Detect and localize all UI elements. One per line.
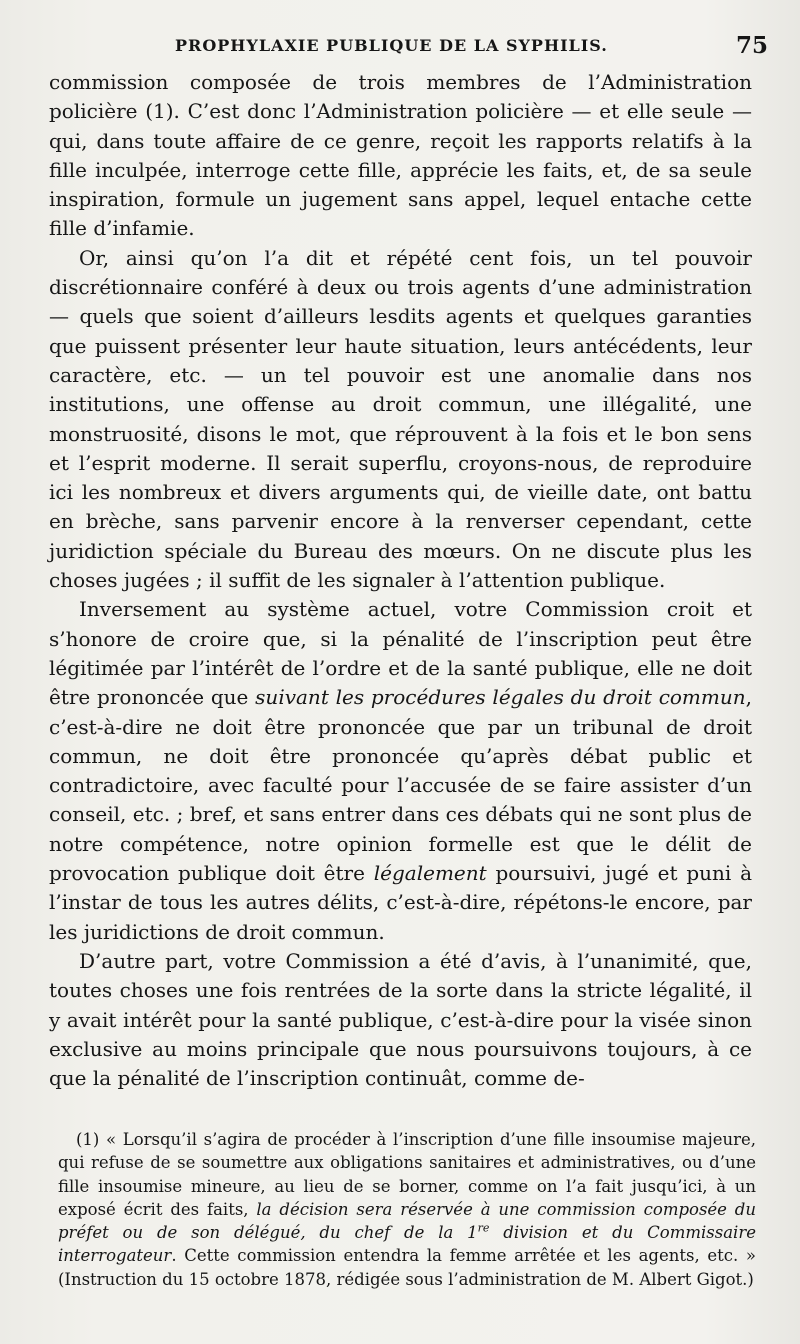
paragraph: Or, ainsi qu’on l’a dit et répété cent fois, un tel pouvoir discrétionnaire conféré à deux ou trois agents d’une administration — quels que soient d’ailleurs lesdits agents et quelques garanties que puissent présenter leur haute situation, leurs antécédents, leur caractère, etc. — un tel pouvoir est une anomalie dans nos institutions, une offense au droit commun, une illégalité, une monstruosité, disons le mot, que réprouvent à la fois et le bon sens et l’esprit moderne. Il serait superflu, croyons-nous, de reproduire ici les nombreux et divers arguments qui, de vieille date, ont battu en brèche, sans parvenir encore à la renverser cependant, cette juridiction spéciale du Bureau des mœurs. On ne discute plus les choses jugées ; il suffit de les signaler à l’attention publique. xyxy=(49,245,752,593)
footnote-italic: division et du Commissaire interrogateur xyxy=(58,1223,756,1266)
footnote-text xyxy=(58,1128,756,1291)
italic-word: légalement xyxy=(373,861,487,886)
paragraph: D’autre part, votre Commission a été d’avis, à l’unanimité, que, toutes choses une fois rentrées de la sorte dans la stricte légalité, il y avait intérêt pour la santé publique, c’est-à-dire pour la visée sinon exclusive au moins principale que nous poursuivons toujours, à ce que la pénalité de l’inscription continuât, comme de- xyxy=(49,948,752,1091)
italic-phrase: suivant les procédures légales du droit commun xyxy=(255,685,746,710)
footnote xyxy=(58,1128,756,1291)
main-text xyxy=(49,68,752,1093)
paragraph-continued: commission composée de trois membres de l’Administration policière (1). C’est donc l’Administration policière — et elle seule — qui, dans toute affaire de ce genre, reçoit les rapports relatifs à la fille inculpée, interroge cette fille, apprécie les faits, et, de sa seule inspiration, formule un jugement sans appel, lequel entache cette fille d’infamie. xyxy=(49,70,752,241)
footnote-part: (1) « Lorsqu’il s’agira de procéder à l’inscription d’une fille insoumise majeure, qui refuse de se soumettre aux obligations sanitaires et administratives, ou d’une fille insoumise mineure, au lieu de se borner, comme on l’a fait jusqu’ici, à un exposé écrit des faits, xyxy=(58,1130,756,1219)
footnote-part: . Cette commission entendra la femme arrêtée et les agents, etc. » (Instruction du 15 octobre 1878, rédigée sous l’administration de M. Albert Gigot.) xyxy=(58,1246,756,1289)
paragraph-text: , c’est-à-dire ne doit être prononcée que par un tribunal de droit commun, ne doit être prononcée qu’après débat public et contradictoire, avec faculté pour l’accusée de se faire assister d’un conseil, etc. ; bref, et sans entrer dans ces débats qui ne sont plus de notre compétence, notre opinion formelle est que le délit de provocation publique doit être xyxy=(49,685,752,886)
running-header xyxy=(40,32,770,66)
paragraph-text: poursuivi, jugé et puni à l’instar de tous les autres délits, c’est-à-dire, répétons-le encore, par les juridictions de droit commun. xyxy=(49,861,752,944)
page-number: 75 xyxy=(735,32,768,59)
paragraph-text: Inversement au système actuel, votre Commission croit et s’honore de croire que, si la pénalité de l’inscription peut être légitimée par l’intérêt de l’ordre et de la santé publique, elle ne doit être prononcée que xyxy=(49,597,752,710)
footnote-italic: la décision sera réservée à une commission composée du préfet ou de son délégué, du chef de la 1 xyxy=(58,1199,757,1243)
running-title: PROPHYLAXIE PUBLIQUE DE LA SYPHILIS. xyxy=(175,36,608,55)
paragraph xyxy=(49,595,752,947)
footnote-superscript: re xyxy=(477,1221,490,1235)
